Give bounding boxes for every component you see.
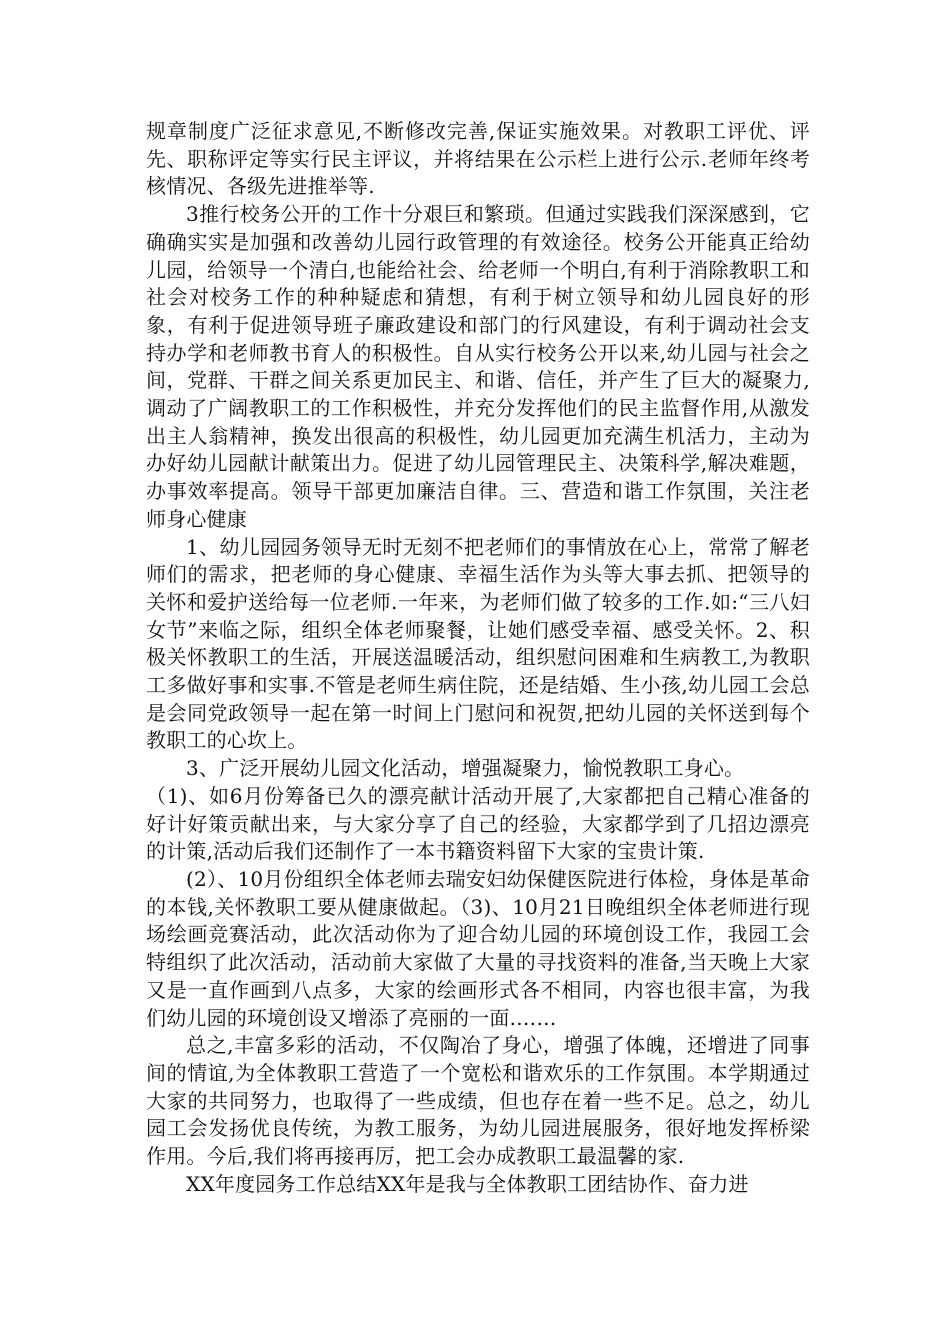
paragraph-1: 规章制度广泛征求意见,不断修改完善,保证实施效果。对教职工评优、评先、职称评定等实行民主评议，并将结果在公示栏上进行公示.老师年终考核情况、各级先进推举等. [146,119,810,199]
paragraph-3: 1、幼儿园园务领导无时无刻不把老师们的事情放在心上，常常了解老师们的需求，把老师的身心健康、幸福生活作为头等大事去抓、把领导的关怀和爱护送给每一位老师.一年来，为老师们做了较多的工作.如:“三八妇女节”来临之际，组织全体老师聚餐，让她们感受幸福、感受关怀。2、积极关怀教职工的生活，开展送温暖活动，组织慰问困难和生病教工,为教职工多做好事和实事.不管是老师生病住院，还是结婚、生小孩,幼儿园工会总是会同党政领导一起在第一时间上门慰问和祝贺,把幼儿园的关怀送到每个教职工的心坎上。 [146,534,810,753]
paragraph-8: XX年度园务工作总结XX年是我与全体教职工团结协作、奋力进 [186,1171,749,1196]
document-page [146,118,810,1198]
paragraph-5: （1)、如6月份筹备已久的漂亮献计活动开展了,大家都把自己精心准备的好计好策贡献出来，与大家分享了自己的经验，大家都学到了几招边漂亮的计策,活动后我们还制作了一本书籍资料留下大家的宝贵计策. [146,783,810,864]
paragraph-6: (2）、10月份组织全体老师去瑞安妇幼保健医院进行体检，身体是革命的本钱,关怀教职工要从健康做起。（3)、10月21日晚组织全体老师进行现场绘画竞赛活动，此次活动你为了迎合幼儿园的环境创设工作，我园工会特组织了此次活动，活动前大家做了大量的寻找资料的准备,当天晚上大家又是一直作画到八点多，大家的绘画形式各不相同，内容也很丰富，为我们幼儿园的环境创设又增添了亮丽的一面.…… [146,866,810,1030]
paragraph-2: 3推行校务公开的工作十分艰巨和繁琐。但通过实践我们深深感到，它确确实实是加强和改善幼儿园行政管理的有效途径。校务公开能真正给幼儿园，给领导一个清白,也能给社会、给老师一个明白,有利于消除教职工和社会对校务工作的种种疑虑和猜想，有利于树立领导和幼儿园良好的形象，有利于促进领导班子廉政建设和部门的行风建设，有利于调动社会支持办学和老师教书育人的积极性。自从实行校务公开以来,幼儿园与社会之间，党群、干群之间关系更加民主、和谐、信任，并产生了巨大的凝聚力,调动了广阔教职工的工作积极性，并充分发挥他们的民主监督作用,从激发出主人翁精神，换发出很高的积极性，幼儿园更加充满生机活力，主动为办好幼儿园献计献策出力。促进了幼儿园管理民主、决策科学,解决难题，办事效率提高。领导干部更加廉洁自律。三、营造和谐工作氛围，关注老师身心健康 [146,202,810,531]
paragraph-7: 总之,丰富多彩的活动，不仅陶冶了身心，增强了体魄，还增进了同事间的情谊,为全体教职工营造了一个宽松和谐欢乐的工作氛围。本学期通过大家的共同努力，也取得了一些成绩，但也存在着一些不足。总之，幼儿园工会发扬优良传统，为教工服务，为幼儿园进展服务，很好地发挥桥梁作用。今后,我们将再接再厉，把工会办成教职工最温馨的家. [146,1033,810,1169]
paragraph-4: 3、广泛开展幼儿园文化活动，增强凝聚力，愉悦教职工身心。 [186,756,745,781]
